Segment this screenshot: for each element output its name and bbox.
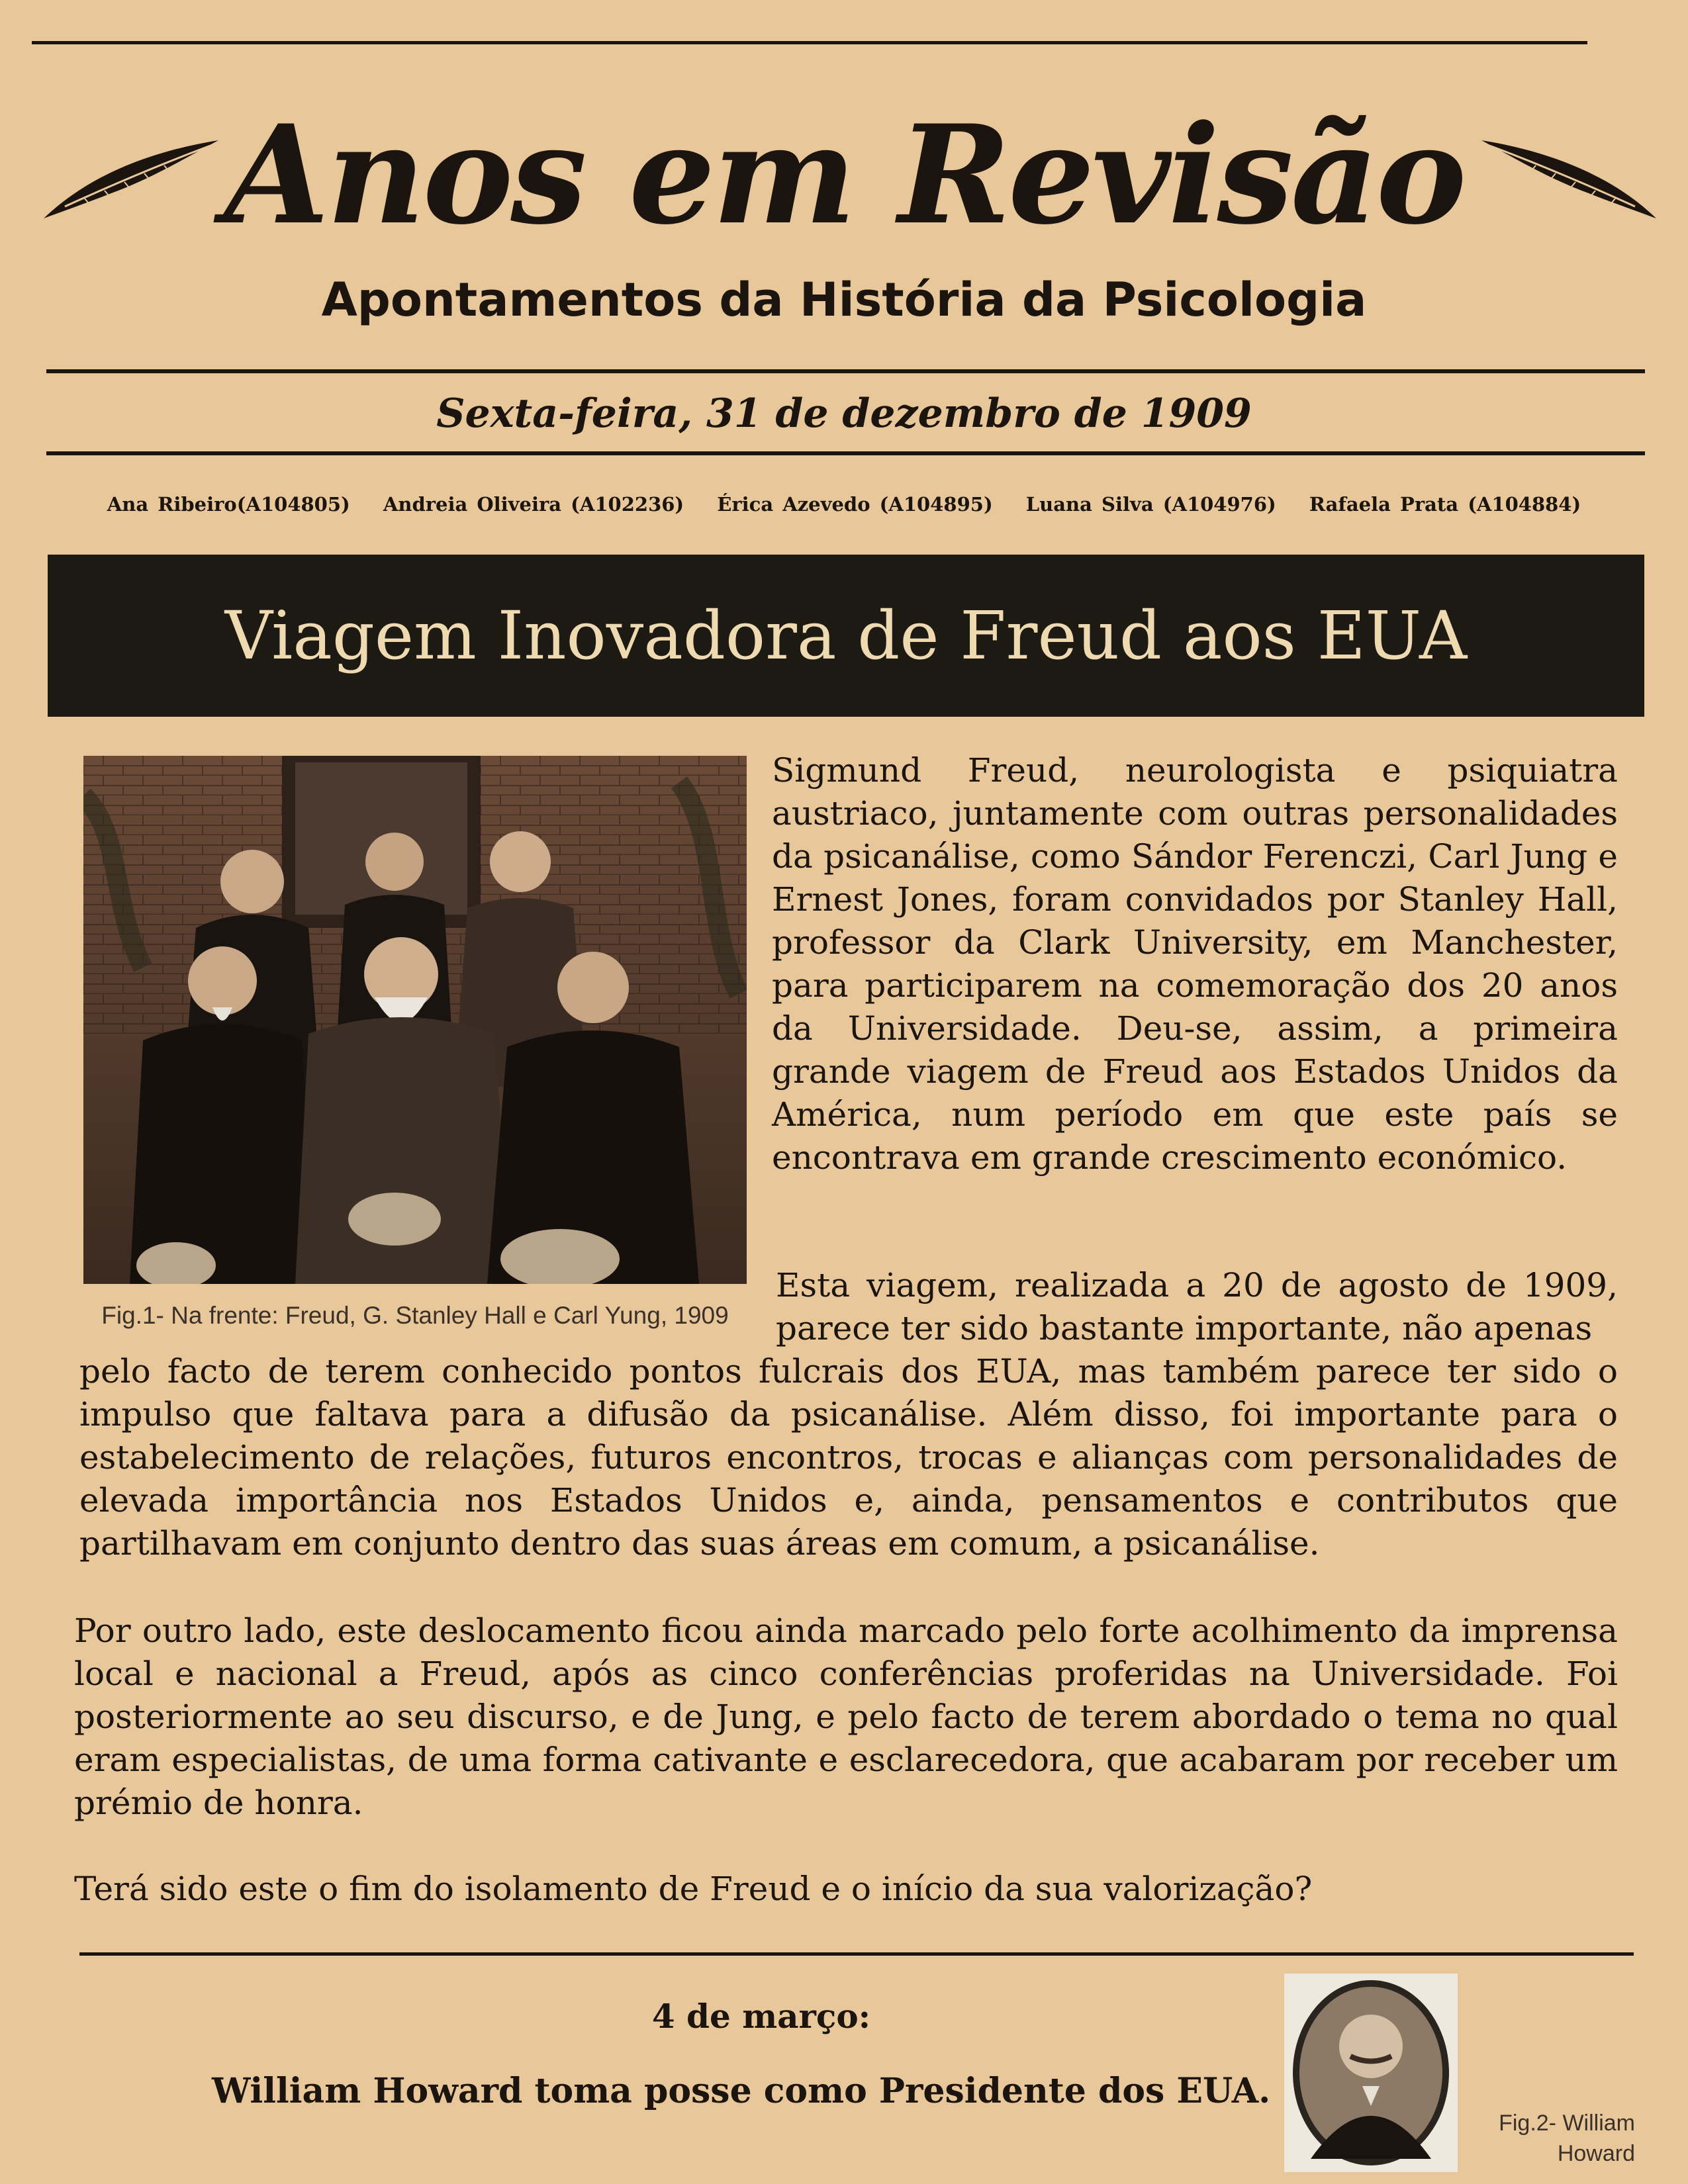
author: Ana Ribeiro(A104805) [107,493,350,516]
figure1-photo [83,756,747,1284]
author: Rafaela Prata (A104884) [1309,493,1581,516]
figure2-caption-line1: Fig.2- William [1499,2111,1635,2136]
top-rule [32,41,1587,44]
figure1-caption: Fig.1- Na frente: Freud, G. Stanley Hall e Carl Yung, 1909 [101,1302,729,1329]
date-rule-bottom [46,451,1645,455]
issue-date: Sexta-feira, 31 de dezembro de 1909 [436,390,1252,437]
article-question: Terá sido este o fim do isolamento de Freud e o início da sua valorização? [74,1870,1313,1908]
article-paragraph-3: Por outro lado, este deslocamento ficou ainda marcado pelo forte acolhimento da imprensa local e nacional a Freud, após as cinco conferências proferidas na Universidade. Foi posteriormente ao seu discurso, e de Jung, e pelo facto de terem abordado o tema no qual eram especialistas, de uma forma cativante e esclarecedora, que acabaram por receber um prémio de honra. [74,1612,1618,1822]
brief-date: 4 de março: [651,1997,871,2036]
author-list [0,491,1688,518]
headline-banner [48,555,1644,717]
author: Andreia Oliveira (A102236) [383,493,684,516]
bottom-rule [79,1952,1634,1956]
article-headline: Viagem Inovadora de Freud aos EUA [224,596,1468,674]
article-paragraph-2-start: Esta viagem, realizada a 20 de agosto de 1909, parece ter sido bastante importante, não apenas [776,1266,1618,1347]
figure2-caption-line2: Howard [1557,2141,1635,2166]
masthead-title: Anos em Revisão [224,96,1464,255]
author: Luana Silva (A104976) [1025,493,1276,516]
figure2-portrait [1284,1974,1458,2172]
article-paragraph-2-rest: pelo facto de terem conhecido pontos fulcrais dos EUA, mas também parece ter sido o impulso que faltava para a difusão da psicanálise. Além disso, foi importante para o estabelecimento de relações, futuros encontros, trocas e alianças com personalidades de elevada importância nos Estados Unidos e, ainda, pensamentos e contributos que partilhavam em conjunto dentro das suas áreas em comum, a psicanálise. [79,1352,1618,1563]
figure2-caption [1463,2108,1635,2169]
author: Érica Azevedo (A104895) [717,493,993,516]
masthead-subtitle: Apontamentos da História da Psicologia [321,273,1367,327]
brief-headline: William Howard toma posse como Presidente dos EUA. [212,2071,1271,2111]
date-rule-top [46,369,1645,373]
article-paragraph-1: Sigmund Freud, neurologista e psiquiatra austriaco, juntamente com outras personalidades da psicanálise, como Sándor Ferenczi, Carl Jung e Ernest Jones, foram convidados por Stanley Hall, professor da Clark University, em Manchester, para participarem na comemoração dos 20 anos da Universidade. Deu-se, assim, a primeira grande viagem de Freud aos Estados Unidos da América, num período em que este país se encontrava em grande crescimento económico. [772,751,1618,1177]
